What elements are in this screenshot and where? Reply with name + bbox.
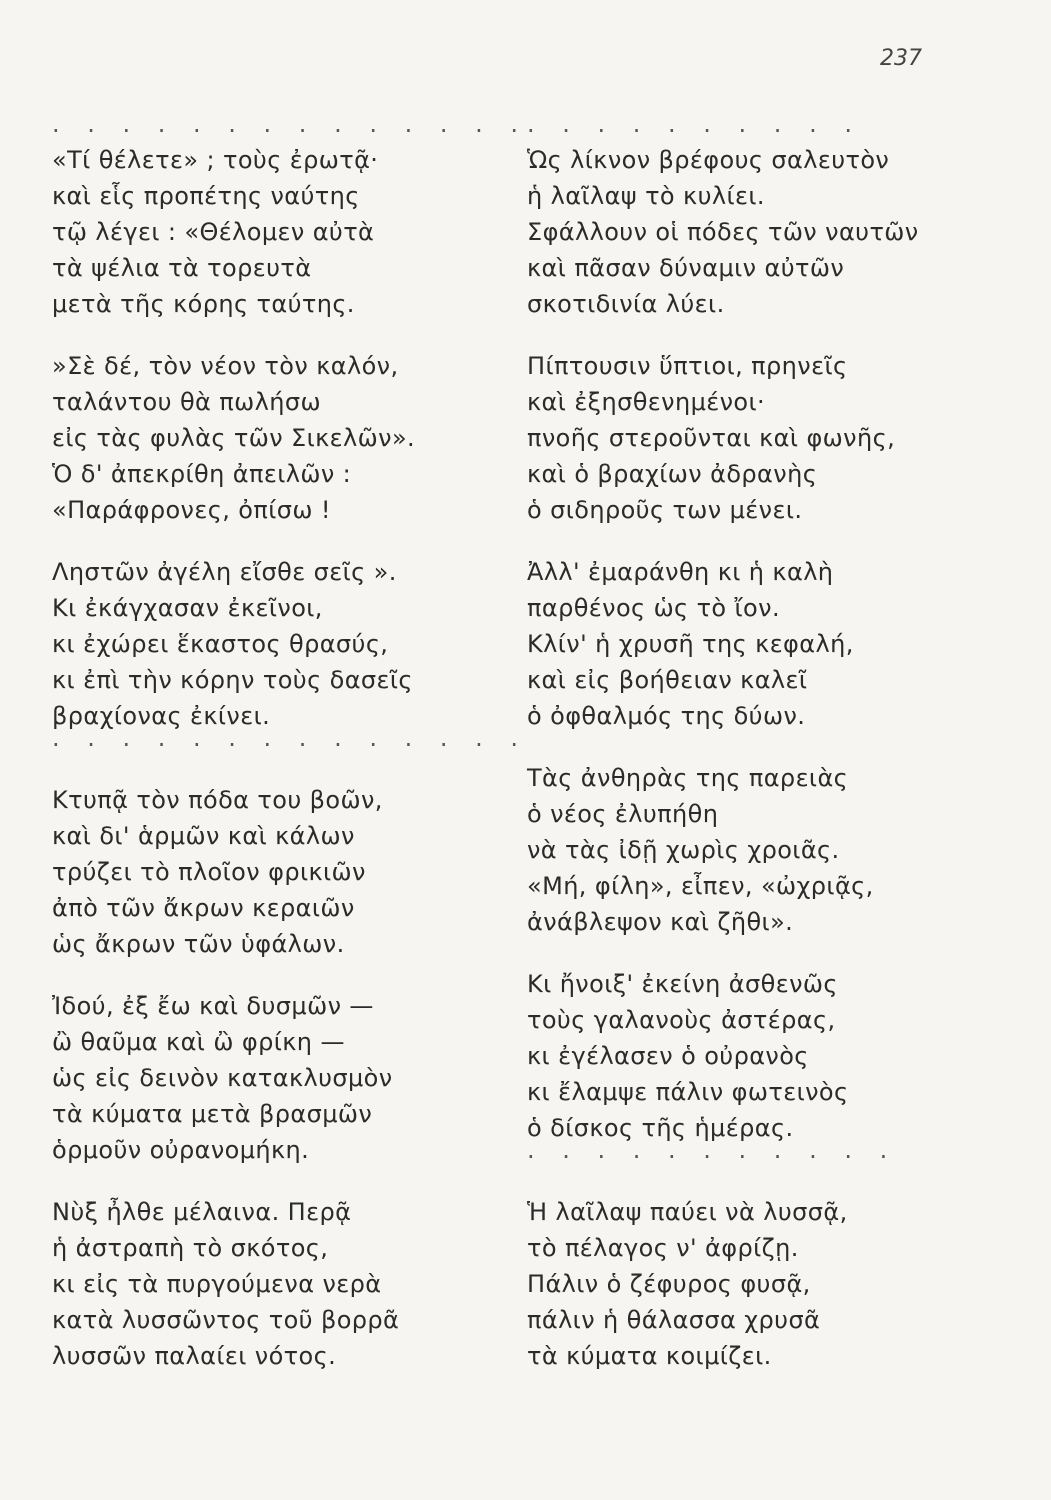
verse-line: ἀπὸ τῶν ἄκρων κεραιῶν [52, 894, 355, 922]
verse-line: ὁ δίσκος τῆς ἡμέρας. [527, 1114, 794, 1142]
verse-line: Κι ἐκάγχασαν ἐκεῖνοι, [52, 594, 323, 622]
verse-line: ὡς ἄκρων τῶν ὑφάλων. [52, 930, 345, 958]
verse-line: Ἡ λαῖλαψ παύει νὰ λυσσᾷ, [527, 1198, 848, 1226]
verse-line: Νὺξ ἦλθε μέλαινα. Περᾷ [52, 1198, 352, 1226]
verse-line: καὶ εἷς προπέτης ναύτης [52, 182, 360, 210]
verse-line: βραχίονας ἐκίνει. [52, 702, 271, 730]
right-stanza [527, 1194, 1007, 1374]
verse-line: παρθένος ὡς τὸ ἴον. [527, 594, 780, 622]
verse-line: πάλιν ἡ θάλασσα χρυσᾶ [527, 1306, 821, 1334]
verse-line: Ὁ δ' ἀπεκρίθη ἀπειλῶν : [52, 460, 352, 488]
right-stanza [527, 348, 1007, 528]
page-number: 237 [880, 46, 922, 71]
verse-line: καὶ ἐξησθενημένοι· [527, 388, 766, 416]
verse-line: Κι ἤνοιξ' ἐκείνη ἀσθενῶς [527, 970, 838, 998]
right-stanza [527, 966, 1007, 1171]
verse-line: κι ἐχώρει ἕκαστος θρασύς, [52, 630, 389, 658]
verse-line: νὰ τὰς ἰδῇ χωρὶς χροιᾶς. [527, 836, 840, 864]
ellipsis-row: · · · · · · · · · · · · · · [52, 731, 528, 759]
verse-line: λυσσῶν παλαίει νότος. [52, 1342, 337, 1370]
verse-line: ὁ νέος ἐλυπήθη [527, 800, 719, 828]
verse-line: Πάλιν ὁ ζέφυρος φυσᾷ, [527, 1270, 811, 1298]
verse-line: ταλάντου θὰ πωλήσω [52, 388, 321, 416]
verse-line: κι ἔλαμψε πάλιν φωτεινὸς [527, 1078, 849, 1106]
verse-line: καὶ πᾶσαν δύναμιν αὐτῶν [527, 254, 845, 282]
verse-line: ἡ ἀστραπὴ τὸ σκότος, [52, 1234, 329, 1262]
verse-line: Ἀλλ' ἐμαράνθη κι ἡ καλὴ [527, 558, 834, 586]
right-stanza [527, 760, 1007, 940]
verse-line: τρύζει τὸ πλοῖον φρικιῶν [52, 858, 366, 886]
verse-line: Σφάλλουν οἱ πόδες τῶν ναυτῶν [527, 218, 919, 246]
left-stanza [52, 117, 528, 322]
verse-line: «Παράφρονες, ὀπίσω ! [52, 496, 331, 524]
left-stanza [52, 1194, 492, 1374]
verse-line: Πίπτουσιν ὕπτιοι, πρηνεῖς [527, 352, 848, 380]
verse-line: τὰ κύματα κοιμίζει. [527, 1342, 772, 1370]
verse-line: τοὺς γαλανοὺς ἀστέρας, [527, 1006, 836, 1034]
verse-line: τῷ λέγει : «Θέλομεν αὐτὰ [52, 218, 375, 246]
verse-line: ἡ λαῖλαψ τὸ κυλίει. [527, 182, 765, 210]
verse-line: Ὡς λίκνον βρέφους σαλευτὸν [527, 146, 890, 174]
verse-line: Τὰς ἀνθηρὰς της παρειὰς [527, 764, 849, 792]
left-stanza [52, 782, 492, 962]
verse-line: Ἰδού, ἐξ ἔω καὶ δυσμῶν — [52, 992, 374, 1020]
verse-line: κατὰ λυσσῶντος τοῦ βορρᾶ [52, 1306, 400, 1334]
verse-line: εἰς τὰς φυλὰς τῶν Σικελῶν». [52, 424, 416, 452]
verse-line: καὶ δι' ἁρμῶν καὶ κάλων [52, 822, 355, 850]
left-column [52, 117, 528, 1400]
verse-line: Ληστῶν ἀγέλη εἴσθε σεῖς ». [52, 558, 397, 586]
left-stanza [52, 348, 492, 528]
verse-line: ὁ ὀφθαλμός της δύων. [527, 702, 806, 730]
verse-line: καὶ εἰς βοήθειαν καλεῖ [527, 666, 808, 694]
left-stanza [52, 554, 528, 759]
right-column [527, 117, 1007, 1400]
verse-line: ὁ σιδηροῦς των μένει. [527, 496, 803, 524]
verse-line: σκοτιδινία λύει. [527, 290, 725, 318]
ellipsis-row: · · · · · · · · · · · [527, 1143, 898, 1171]
verse-line: μετὰ τῆς κόρης ταύτης. [52, 290, 355, 318]
verse-line: τὸ πέλαγος ν' ἀφρίζῃ. [527, 1234, 799, 1262]
ellipsis-row: · · · · · · · · · · · · · · [52, 117, 528, 145]
left-stanza [52, 988, 492, 1168]
verse-line: ὡς εἰς δεινὸν κατακλυσμὸν [52, 1064, 393, 1092]
verse-line: κι ἐπὶ τὴν κόρην τοὺς δασεῖς [52, 666, 413, 694]
verse-line: πνοῆς στεροῦνται καὶ φωνῆς, [527, 424, 896, 452]
verse-line: κι εἰς τὰ πυργούμενα νερὰ [52, 1270, 382, 1298]
verse-line: »Σὲ δέ, τὸν νέον τὸν καλόν, [52, 352, 399, 380]
verse-line: «Τί θέλετε» ; τοὺς ἐρωτᾷ· [52, 146, 379, 174]
verse-line: ἀνάβλεψον καὶ ζῆθι». [527, 908, 794, 936]
right-stanza [527, 117, 1007, 322]
ellipsis-row: · · · · · · · · · · [527, 117, 862, 145]
verse-line: «Μή, φίλη», εἶπεν, «ὠχριᾷς, [527, 872, 874, 900]
verse-line: Κλίν' ἡ χρυσῆ της κεφαλή, [527, 630, 854, 658]
verse-line: τὰ κύματα μετὰ βρασμῶν [52, 1100, 373, 1128]
verse-line: ὢ θαῦμα καὶ ὢ φρίκη — [52, 1028, 345, 1056]
right-stanza [527, 554, 1007, 734]
verse-line: κι ἐγέλασεν ὁ οὐρανὸς [527, 1042, 809, 1070]
verse-line: καὶ ὁ βραχίων ἀδρανὴς [527, 460, 818, 488]
verse-line: ὁρμοῦν οὐρανομήκη. [52, 1136, 310, 1164]
verse-line: Κτυπᾷ τὸν πόδα του βοῶν, [52, 786, 383, 814]
verse-line: τὰ ψέλια τὰ τορευτὰ [52, 254, 312, 282]
